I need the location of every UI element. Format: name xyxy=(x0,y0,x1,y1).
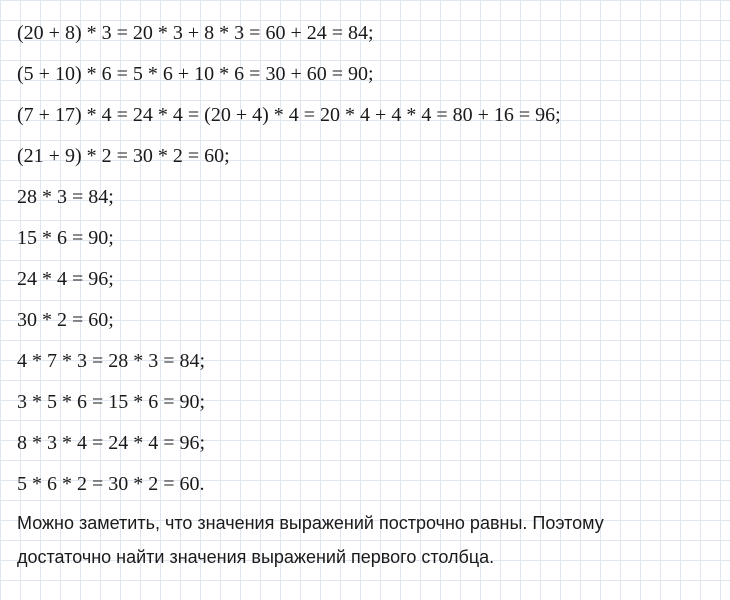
equation-line: (20 + 8) * 3 = 20 * 3 + 8 * 3 = 60 + 24 = 84; xyxy=(17,22,374,44)
equation-line: 8 * 3 * 4 = 24 * 4 = 96; xyxy=(17,432,206,454)
conclusion-line: Можно заметить, что значения выражений построчно равны. Поэтому xyxy=(17,513,604,533)
equation-line: (5 + 10) * 6 = 5 * 6 + 10 * 6 = 30 + 60 = 90; xyxy=(17,63,374,85)
equation-line: 3 * 5 * 6 = 15 * 6 = 90; xyxy=(17,391,206,413)
equation-line: 15 * 6 = 90; xyxy=(17,227,114,249)
equation-line: 28 * 3 = 84; xyxy=(17,186,114,208)
equation-line: (21 + 9) * 2 = 30 * 2 = 60; xyxy=(17,145,230,167)
equation-line: 4 * 7 * 3 = 28 * 3 = 84; xyxy=(17,350,206,372)
equation-line: 5 * 6 * 2 = 30 * 2 = 60. xyxy=(17,473,205,495)
equation-line: 24 * 4 = 96; xyxy=(17,268,114,290)
equation-line: 30 * 2 = 60; xyxy=(17,309,114,331)
conclusion-line: достаточно найти значения выражений первого столбца. xyxy=(17,547,495,567)
equation-line: (7 + 17) * 4 = 24 * 4 = (20 + 4) * 4 = 20 * 4 + 4 * 4 = 80 + 16 = 96; xyxy=(17,104,561,126)
